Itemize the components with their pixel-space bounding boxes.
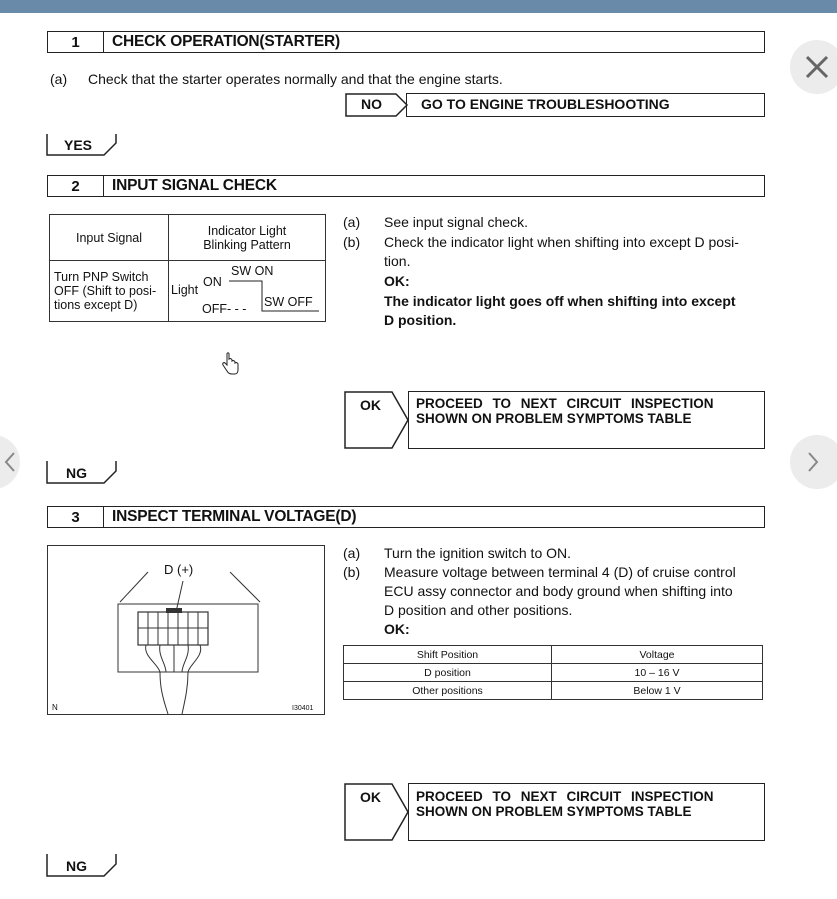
no-label: NO — [361, 96, 382, 112]
header-line: Blinking Pattern — [203, 237, 291, 252]
step2-ok-text-cont: D position. — [384, 312, 457, 328]
figure-id: I30401 — [292, 705, 314, 712]
table-row — [344, 682, 763, 700]
table-header: Shift Position — [344, 646, 552, 664]
no-action-text: GO TO ENGINE TROUBLESHOOTING — [421, 96, 670, 112]
table-cell: D position — [344, 664, 552, 682]
figure-corner-label: N — [52, 703, 58, 712]
step3-item-b-text: Measure voltage between terminal 4 (D) of cruise control — [384, 564, 736, 580]
step-number: 2 — [48, 176, 104, 196]
diagram-off: OFF- - - — [202, 302, 247, 316]
table-row — [344, 664, 763, 682]
step-number: 1 — [48, 32, 104, 52]
chevron-left-icon — [3, 451, 17, 473]
voltage-table — [343, 645, 763, 700]
step3-ok-heading: OK: — [384, 621, 410, 637]
yes-label: YES — [64, 137, 93, 153]
table-cell: Below 1 V — [552, 682, 763, 700]
step1-item-a-label: (a) — [50, 71, 68, 87]
header-line: Indicator Light — [207, 223, 287, 238]
ok-action-text — [416, 396, 714, 426]
cell-line: tions except D) — [54, 298, 138, 312]
signal-waveform — [169, 261, 325, 321]
step2-item-a-text: See input signal check. — [384, 214, 528, 230]
step2-item-b-label: (b) — [343, 234, 361, 250]
step2-item-a-label: (a) — [343, 214, 361, 230]
step3-item-a-text: Turn the ignition switch to ON. — [384, 545, 572, 561]
previous-page-button[interactable] — [0, 435, 20, 489]
table-header: Input Signal — [50, 215, 169, 261]
table-cell: Other positions — [344, 682, 552, 700]
ok-action-line: SHOWN ON PROBLEM SYMPTOMS TABLE — [416, 411, 692, 426]
table-cell: 10 – 16 V — [552, 664, 763, 682]
ok-action-line: PROCEED TO NEXT CIRCUIT INSPECTION — [416, 396, 714, 411]
step-3-header — [47, 506, 765, 528]
step2-item-b-text: Check the indicator light when shifting into except D posi- — [384, 234, 739, 250]
input-signal-table — [49, 214, 326, 322]
diagram-sw-off: SW OFF — [264, 295, 313, 309]
diagram-light: Light — [171, 283, 199, 297]
step-2-header — [47, 175, 765, 197]
cell-line: Turn PNP Switch — [54, 270, 149, 284]
top-bar — [0, 0, 837, 13]
step3-item-a-label: (a) — [343, 545, 361, 561]
step2-item-b-text-cont: tion. — [384, 253, 411, 269]
table-row — [344, 646, 763, 664]
table-header: Voltage — [552, 646, 763, 664]
connector-drawing — [48, 546, 326, 716]
step-number: 3 — [48, 507, 104, 527]
next-page-button[interactable] — [790, 435, 837, 489]
step2-ok-heading: OK: — [384, 273, 410, 289]
blink-pattern-diagram — [169, 261, 326, 322]
chevron-right-icon — [806, 451, 820, 473]
diagram-sw-on: SW ON — [231, 264, 274, 278]
ng-label: NG — [66, 858, 87, 874]
step3-item-b-text-cont2: D position and other positions. — [384, 602, 573, 618]
table-cell — [50, 261, 169, 322]
step-1-header — [47, 31, 765, 53]
hand-pointer-icon — [221, 352, 241, 376]
ok-label: OK — [360, 789, 381, 805]
ok-action-line: SHOWN ON PROBLEM SYMPTOMS TABLE — [416, 804, 692, 819]
close-button[interactable] — [790, 40, 837, 94]
ng-label: NG — [66, 465, 87, 481]
step-title: INPUT SIGNAL CHECK — [112, 177, 277, 194]
ok-action-line: PROCEED TO NEXT CIRCUIT INSPECTION — [416, 789, 714, 804]
step-title: CHECK OPERATION(STARTER) — [112, 33, 340, 50]
step2-ok-text: The indicator light goes off when shifting into except — [384, 293, 736, 309]
step1-item-a-text: Check that the starter operates normally and that the engine starts. — [88, 71, 503, 87]
ok-label: OK — [360, 397, 381, 413]
table-header — [169, 215, 326, 261]
cell-line: OFF (Shift to posi- — [54, 284, 157, 298]
step3-item-b-label: (b) — [343, 564, 361, 580]
connector-figure — [47, 545, 325, 715]
terminal-label: D (+) — [164, 562, 194, 577]
step-title: INSPECT TERMINAL VOLTAGE(D) — [112, 508, 357, 525]
step3-item-b-text-cont: ECU assy connector and body ground when shifting into — [384, 583, 733, 599]
diagram-on: ON — [203, 275, 222, 289]
close-icon — [804, 54, 830, 80]
ok-action-text — [416, 789, 714, 819]
